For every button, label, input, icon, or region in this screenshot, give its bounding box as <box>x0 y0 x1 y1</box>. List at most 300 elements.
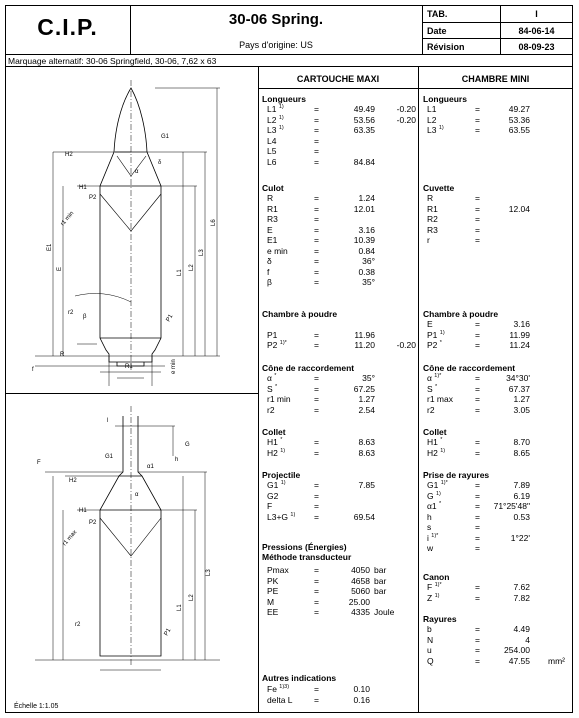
equals-sign: = <box>314 156 319 167</box>
param-row <box>262 491 418 501</box>
autres-value: 0.10 <box>353 684 370 694</box>
section-title: Cuvette <box>423 183 455 193</box>
autres-row <box>262 695 418 705</box>
svg-text:α: α <box>135 492 139 498</box>
param-tolerance: -0.20 <box>396 114 416 125</box>
svg-text:L3: L3 <box>199 249 205 256</box>
svg-text:L2: L2 <box>189 264 195 271</box>
equals-sign: = <box>475 501 480 511</box>
param-row <box>423 204 573 214</box>
param-value: 63.55 <box>508 125 530 135</box>
param-label: u <box>427 645 432 655</box>
svg-text:e min: e min <box>171 359 177 374</box>
svg-text:G: G <box>185 442 190 448</box>
equals-sign: = <box>314 256 319 266</box>
equals-sign: = <box>314 340 319 350</box>
param-row <box>262 225 418 235</box>
autres-title: Autres indications <box>262 673 337 683</box>
param-label: Pmax <box>267 565 289 575</box>
param-value: 47.55 <box>508 655 530 666</box>
param-label: M <box>267 596 275 607</box>
param-row <box>262 214 418 224</box>
equals-sign: = <box>314 684 319 694</box>
param-row <box>423 645 573 655</box>
equals-sign: = <box>314 329 319 340</box>
param-value: 36° <box>362 256 375 266</box>
equals-sign: = <box>475 104 480 114</box>
svg-text:P1: P1 <box>163 627 173 637</box>
param-label: h <box>427 511 432 522</box>
param-value: 8.70 <box>513 437 530 447</box>
param-note: * <box>274 373 277 379</box>
param-label: α1 * <box>427 501 442 511</box>
param-label: PE <box>267 586 279 596</box>
equals-sign: = <box>475 404 480 415</box>
svg-text:f: f <box>32 367 34 373</box>
param-row <box>262 267 418 277</box>
param-value: 71°25'48" <box>493 501 530 511</box>
equals-sign: = <box>475 447 480 458</box>
section-title: Projectile <box>262 470 301 480</box>
section-title: Collet <box>423 427 447 437</box>
param-label: β <box>267 277 272 287</box>
param-row <box>262 235 418 245</box>
param-value: 49.27 <box>508 104 530 114</box>
param-row <box>423 635 573 645</box>
equals-sign: = <box>475 490 480 501</box>
param-label: R <box>267 193 274 203</box>
param-label: L6 <box>267 156 277 167</box>
cartouche-maxi-title: CARTOUCHE MAXI <box>296 74 380 84</box>
pression-value: 5060 <box>351 586 370 596</box>
equals-sign: = <box>314 490 319 501</box>
svg-text:l: l <box>107 418 109 424</box>
param-label: G2 <box>267 490 279 501</box>
param-note: 1)* <box>279 340 287 346</box>
section-title: Canon <box>423 572 450 582</box>
param-row <box>262 501 418 511</box>
section-title: Rayures <box>423 614 457 624</box>
param-value: 34°30' <box>506 373 530 383</box>
param-label: N <box>427 634 434 645</box>
param-row <box>423 115 573 125</box>
param-label: E <box>267 224 273 235</box>
pression-row <box>262 565 418 575</box>
param-note: 1) <box>280 447 286 454</box>
param-label: b <box>427 624 432 634</box>
param-label: L4 <box>267 135 277 146</box>
param-row <box>262 136 418 146</box>
param-label: S * <box>427 383 438 394</box>
param-label: r2 <box>427 404 435 415</box>
param-value: 35° <box>362 277 375 287</box>
param-label: H1 * <box>427 437 443 447</box>
svg-text:P2: P2 <box>89 195 97 201</box>
pression-value: 4658 <box>351 575 370 586</box>
param-label: R <box>427 193 434 203</box>
param-value: 1.24 <box>358 193 375 203</box>
param-value: 0.53 <box>513 511 530 522</box>
param-label: L2 $^{1)}$ <box>267 114 284 125</box>
page-title: 30-06 Spring. <box>228 11 324 28</box>
param-value: 6.19 <box>513 490 530 501</box>
param-value: 7.89 <box>513 480 530 490</box>
param-value: 63.35 <box>353 125 375 135</box>
equals-sign: = <box>314 214 319 224</box>
param-label: f <box>267 266 270 277</box>
svg-text:L3: L3 <box>206 569 212 576</box>
equals-sign: = <box>314 394 319 404</box>
param-label: R1 <box>267 203 278 214</box>
equals-sign: = <box>475 125 480 135</box>
param-row <box>423 522 573 532</box>
equals-sign: = <box>314 695 319 705</box>
cip-logo-text: C.I.P. <box>37 14 98 40</box>
param-row <box>423 543 573 553</box>
svg-text:L6: L6 <box>211 219 217 226</box>
param-label: L3 $^{1)}$ <box>427 125 444 135</box>
equals-sign: = <box>314 480 319 490</box>
equals-sign: = <box>475 224 480 235</box>
param-row <box>423 656 573 666</box>
param-row <box>423 125 573 135</box>
equals-sign: = <box>314 266 319 277</box>
equals-sign: = <box>475 329 480 340</box>
svg-text:δ: δ <box>158 160 162 166</box>
section-title: Cône de raccordement <box>423 363 516 373</box>
chambre-mini-title: CHAMBRE MINI <box>461 74 530 84</box>
section-title: Longueurs <box>423 94 467 104</box>
param-row <box>423 501 573 511</box>
param-value: 10.39 <box>353 235 375 245</box>
param-row <box>423 235 573 245</box>
equals-sign: = <box>314 373 319 383</box>
param-row <box>262 394 418 404</box>
param-note: * <box>440 437 443 443</box>
param-label: R1 <box>427 203 438 214</box>
param-value: 35° <box>362 373 375 383</box>
equals-sign: = <box>475 634 480 645</box>
svg-text:F: F <box>37 460 41 466</box>
equals-sign: = <box>314 404 319 415</box>
equals-sign: = <box>314 125 319 135</box>
equals-sign: = <box>314 383 319 394</box>
section-title: Longueurs <box>262 94 306 104</box>
param-value: 3.16 <box>358 224 375 235</box>
param-label: P1 $^{1)}$ <box>427 329 445 340</box>
param-label: L3 $^{1)}$ <box>267 125 284 135</box>
equals-sign: = <box>475 383 480 394</box>
param-note: 1) <box>438 125 444 131</box>
param-label: E <box>427 319 433 329</box>
param-row <box>262 256 418 266</box>
param-value: 11.24 <box>509 340 530 350</box>
param-note: * <box>439 501 442 507</box>
svg-text:E: E <box>57 266 63 271</box>
param-value: 1.27 <box>513 394 530 404</box>
param-label: H2 $^{1)}$ <box>427 447 446 458</box>
equals-sign: = <box>475 543 480 553</box>
param-label: P2 * <box>427 340 442 350</box>
param-note: * <box>280 437 283 443</box>
equals-sign: = <box>475 214 480 224</box>
param-row <box>262 384 418 394</box>
section-title: Culot <box>262 183 284 193</box>
param-row <box>423 104 573 114</box>
param-note: * <box>439 340 442 346</box>
equals-sign: = <box>475 655 480 666</box>
param-label: L1 <box>427 104 437 114</box>
svg-text:r1 min: r1 min <box>59 210 76 228</box>
section-title: Chambre à poudre <box>423 309 499 319</box>
column-title-line <box>258 88 573 89</box>
pression-row <box>262 576 418 586</box>
param-row <box>262 373 418 383</box>
header-bottom-line <box>5 54 573 55</box>
param-note: 1)* <box>434 582 442 588</box>
equals-sign: = <box>475 340 480 350</box>
param-value: 3.05 <box>513 404 530 415</box>
equals-sign: = <box>314 575 319 586</box>
param-value: 12.04 <box>508 203 530 214</box>
svg-text:H2: H2 <box>69 478 77 484</box>
equals-sign: = <box>314 146 319 156</box>
param-value: 53.56 <box>353 114 375 125</box>
param-label: Fe $^{1)3)}$ <box>267 684 290 694</box>
param-row <box>423 330 573 340</box>
equals-sign: = <box>475 193 480 203</box>
pression-row <box>262 607 418 617</box>
param-label: H1 * <box>267 437 283 447</box>
cartridge-drawing <box>5 66 258 713</box>
param-label: i $^{1)*}$ <box>427 532 439 543</box>
svg-text:R1: R1 <box>125 364 133 370</box>
svg-text:L1: L1 <box>177 269 183 276</box>
param-label: r <box>427 235 430 245</box>
param-row <box>423 491 573 501</box>
equals-sign: = <box>314 447 319 458</box>
equals-sign: = <box>475 203 480 214</box>
revision-value: 08-09-23 <box>518 42 555 52</box>
param-label: S * <box>267 383 278 394</box>
section-title: Prise de rayures <box>423 470 490 480</box>
param-unit: mm² <box>548 655 565 666</box>
header-divider-2 <box>422 5 423 54</box>
param-note: 1) <box>278 104 284 110</box>
equals-sign: = <box>475 522 480 532</box>
param-label: R3 <box>427 224 438 235</box>
equals-sign: = <box>314 277 319 287</box>
equals-sign: = <box>475 114 480 125</box>
autres-row <box>262 684 418 694</box>
equals-sign: = <box>314 245 319 256</box>
param-row <box>423 405 573 415</box>
svg-text:h: h <box>175 457 179 463</box>
param-label: EE <box>267 607 279 617</box>
equals-sign: = <box>314 565 319 575</box>
equals-sign: = <box>314 235 319 245</box>
scale-note: Échelle 1:1.05 <box>14 703 59 710</box>
param-row <box>262 104 418 114</box>
param-value: 4.49 <box>513 624 530 634</box>
param-note: 1) <box>434 592 440 599</box>
param-value: 53.36 <box>508 114 530 125</box>
pression-value: 25.00 <box>348 596 370 607</box>
param-note: 1) <box>439 329 445 336</box>
param-note: 1) <box>278 125 284 131</box>
param-row <box>262 115 418 125</box>
param-row <box>262 146 418 156</box>
param-label: r1 min <box>267 394 291 404</box>
param-value: 67.25 <box>353 383 375 394</box>
equals-sign: = <box>314 437 319 447</box>
param-label: F <box>267 501 273 511</box>
pressions-title: Pressions (Énergies) <box>262 542 347 552</box>
param-value: 4 <box>525 634 530 645</box>
param-row <box>423 448 573 458</box>
equals-sign: = <box>314 203 319 214</box>
param-row <box>262 480 418 490</box>
equals-sign: = <box>475 511 480 522</box>
svg-text:L1: L1 <box>177 604 183 611</box>
pression-value: 4335 <box>351 607 370 617</box>
param-value: 7.62 <box>513 582 530 592</box>
equals-sign: = <box>314 193 319 203</box>
pression-row <box>262 597 418 607</box>
param-value: 1°22' <box>510 532 530 543</box>
param-note: 1)3) <box>279 684 290 690</box>
svg-text:R: R <box>60 352 65 358</box>
param-label: L1 $^{1)}$ <box>267 104 284 114</box>
param-row <box>423 373 573 383</box>
param-row <box>423 624 573 634</box>
pression-unit: bar <box>374 575 387 586</box>
param-label: R2 <box>427 214 438 224</box>
equals-sign: = <box>314 104 319 114</box>
section-title: Collet <box>262 427 286 437</box>
param-note: 1)* <box>431 532 439 539</box>
svg-text:α1: α1 <box>147 464 154 470</box>
equals-sign: = <box>475 394 480 404</box>
pression-unit: Joule <box>374 607 395 617</box>
param-value: 1.27 <box>358 394 375 404</box>
param-row <box>423 384 573 394</box>
param-label: α $^{1)*}$ <box>427 373 442 383</box>
param-value: 254.00 <box>504 645 530 655</box>
equals-sign: = <box>314 224 319 235</box>
svg-text:H1: H1 <box>79 508 87 514</box>
param-label: G1 $^{1)*}$ <box>427 480 448 490</box>
param-note: * <box>435 383 438 390</box>
param-label: delta L <box>267 695 293 705</box>
param-value: 8.63 <box>358 437 375 447</box>
svg-text:H2: H2 <box>65 152 73 158</box>
header-row-line-1 <box>422 22 573 23</box>
param-value: 8.65 <box>513 447 530 458</box>
param-label: L2 <box>427 114 437 125</box>
equals-sign: = <box>314 596 319 607</box>
date-value: 84-06-14 <box>518 26 555 36</box>
param-row <box>423 437 573 447</box>
svg-text:L2: L2 <box>189 594 195 601</box>
param-label: G1 $^{1)}$ <box>267 480 286 490</box>
param-note: 1) <box>440 447 446 454</box>
param-label: P1 <box>267 329 278 340</box>
param-value: 8.63 <box>358 447 375 458</box>
param-value: 0.38 <box>358 266 375 277</box>
param-label: Z $^{1)}$ <box>427 592 440 603</box>
tab-value: I <box>535 9 538 19</box>
param-label: w <box>427 543 434 553</box>
param-value: 11.96 <box>354 329 375 340</box>
values-column-divider <box>418 66 419 713</box>
equals-sign: = <box>475 532 480 543</box>
drawing-column-divider <box>258 66 259 713</box>
param-value: 7.85 <box>358 480 375 490</box>
equals-sign: = <box>314 114 319 125</box>
param-row <box>423 394 573 404</box>
svg-text:β: β <box>83 314 87 320</box>
section-title: Cône de raccordement <box>262 363 355 373</box>
param-row <box>423 582 573 592</box>
param-value: 3.16 <box>513 319 530 329</box>
param-value: 7.82 <box>513 592 530 603</box>
param-row <box>262 125 418 135</box>
svg-text:H1: H1 <box>79 185 87 191</box>
revision-label: Révision <box>427 42 465 52</box>
param-label: L5 <box>267 146 277 156</box>
param-row <box>423 480 573 490</box>
param-value: 84.84 <box>353 156 375 167</box>
param-label: P2 $^{1)*}$ <box>267 340 287 350</box>
equals-sign: = <box>475 624 480 634</box>
param-label: s <box>427 522 432 532</box>
pression-unit: bar <box>374 586 387 596</box>
alternative-marking: Marquage alternatif: 30-06 Springfield, 30-06, 7,62 x 63 <box>8 56 217 66</box>
param-label: F $^{1)*}$ <box>427 582 442 592</box>
param-row <box>423 533 573 543</box>
param-note: * <box>275 383 278 390</box>
autres-value: 0.16 <box>353 695 370 705</box>
param-row <box>262 204 418 214</box>
pression-row <box>262 586 418 596</box>
header-row-line-2 <box>422 38 573 39</box>
param-row <box>423 193 573 203</box>
param-label: G $^{1)}$ <box>427 490 441 501</box>
param-label: α * <box>267 373 277 383</box>
param-row <box>262 157 418 167</box>
equals-sign: = <box>314 511 319 522</box>
param-note: 1)* <box>434 373 442 379</box>
tab-label: TAB. <box>427 9 448 19</box>
equals-sign: = <box>475 480 480 490</box>
svg-text:α: α <box>135 169 139 175</box>
param-value: 0.84 <box>358 245 375 256</box>
equals-sign: = <box>314 501 319 511</box>
svg-text:P1: P1 <box>165 313 175 323</box>
param-row <box>262 246 418 256</box>
param-label: PK <box>267 575 279 586</box>
param-value: 69.54 <box>353 511 375 522</box>
param-label: H2 $^{1)}$ <box>267 447 286 458</box>
param-row <box>262 448 418 458</box>
param-value: 11.99 <box>509 329 530 340</box>
param-label: δ <box>267 256 272 266</box>
param-tolerance: -0.20 <box>396 340 416 350</box>
svg-text:E1: E1 <box>47 243 53 251</box>
param-row <box>423 319 573 329</box>
equals-sign: = <box>475 592 480 603</box>
